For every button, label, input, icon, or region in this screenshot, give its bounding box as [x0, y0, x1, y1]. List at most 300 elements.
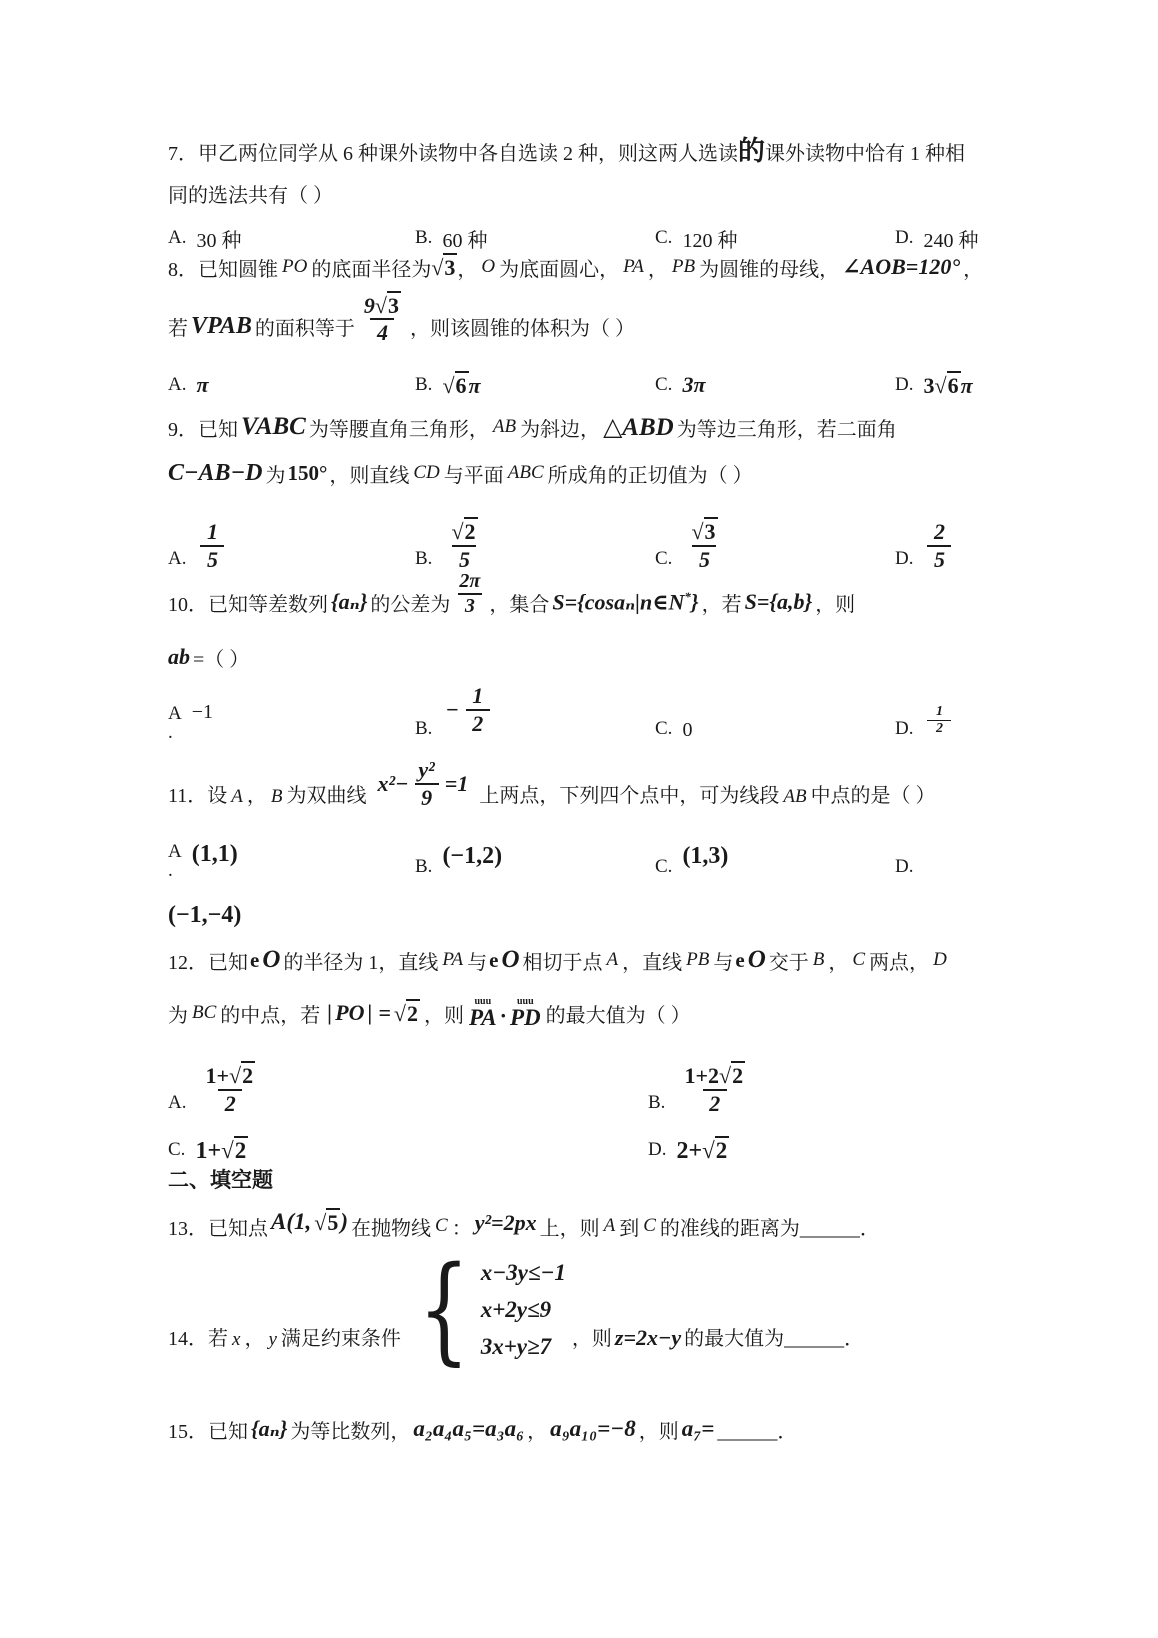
q10-sequence: {aₙ} [331, 589, 368, 614]
radical-sign: √ [431, 255, 444, 280]
fraction-numerator [359, 291, 406, 318]
fraction-denominator: 5 [200, 545, 224, 572]
q12-option-c [168, 1136, 648, 1165]
q8-frac-radical [375, 291, 401, 318]
q10-fraction [454, 570, 485, 618]
q8-option-b-value [442, 371, 480, 399]
q9-option-c-value [686, 517, 722, 572]
q11-option-a-label-dot: . [168, 860, 173, 881]
q8-text-6: 为圆锥的母线， [699, 258, 840, 281]
q13-text-5: 的准线的距离为______． [659, 1217, 880, 1240]
q10-option-d-value [927, 704, 951, 736]
q11-math-ab: AB [783, 786, 807, 807]
fraction-denominator: 2 [927, 720, 951, 736]
q12-text-6: 与 [713, 951, 734, 974]
circle-o: O [262, 946, 281, 973]
q10-option-c [655, 718, 895, 742]
radicand: 2 [234, 1137, 247, 1163]
question-13 [168, 1198, 1004, 1254]
q12-line2 [168, 984, 1004, 1042]
q8-option-c-label: C. [655, 374, 673, 395]
fraction-numerator: y² [418, 757, 435, 783]
q8-math-vpab: VPAB [191, 312, 252, 339]
q7-option-a-label: A. [168, 227, 187, 248]
q11-hyperbola-equation [374, 757, 471, 810]
q9-math-dihedral: C−AB−D [168, 459, 263, 486]
q9-option-c [655, 517, 895, 572]
q10-option-d-label: D. [895, 718, 914, 739]
q10-option-a-value: −1 [191, 701, 214, 723]
fraction-denominator: 5 [692, 545, 716, 572]
q8-math-pa: PA [623, 256, 644, 277]
q12-circle-o-1 [248, 946, 283, 974]
radical-sign: √ [451, 519, 464, 545]
q12-po-radical [394, 999, 420, 1027]
q11-option-b-value: (−1,2) [442, 843, 503, 869]
radicand: 2 [732, 1063, 744, 1089]
vector-arrow: uuu [474, 997, 492, 1006]
dot-operator: · [499, 1002, 507, 1028]
q10-line2-tail: =（ ） [193, 648, 250, 671]
q12-optd-radical [702, 1136, 729, 1164]
q14-text-1: 14．若 [168, 1328, 228, 1350]
q9-optc-radical [691, 517, 717, 544]
q12-text-4: 相切于点 [522, 951, 603, 974]
q11-option-a [168, 842, 415, 880]
q10-option-c-label: C. [655, 718, 673, 739]
q13-text-2: 在抛物线 [351, 1217, 431, 1240]
q13-text-4: 到 [619, 1217, 640, 1240]
fraction-numerator: 2 [933, 519, 945, 545]
q14-math-x: x [232, 1329, 241, 1350]
q9-option-b-value [446, 517, 482, 572]
q8-option-d [895, 371, 1004, 399]
q12-circle-o-2 [487, 946, 522, 974]
q13-parabola-eq: y²=2px [474, 1210, 537, 1235]
q10-option-a-label-dot: . [168, 722, 173, 743]
radical-sign: √ [442, 373, 455, 398]
fraction-denominator: 9 [415, 783, 439, 810]
q15-equation-3: a₇= [681, 1416, 715, 1441]
q8-optd-pre: 3 [923, 373, 935, 398]
q8-text-7: ， [963, 258, 984, 281]
q9-math-abc: ABC [507, 462, 544, 483]
question-12 [168, 936, 1004, 1172]
q12-text-11: 的中点，若 [220, 1004, 321, 1027]
radical-sign: √ [374, 292, 387, 318]
circle-o: O [747, 946, 766, 973]
q12-option-c-value [195, 1136, 248, 1165]
q9-text-3: 为斜边， [520, 418, 601, 441]
q12-text-8: ， [828, 951, 849, 974]
q14-constraint-2: x+2y≤9 [480, 1297, 552, 1322]
q9-math-150: 150° [287, 460, 328, 485]
q12-option-b-value [679, 1061, 750, 1116]
q11-text-1: 11．设 [168, 785, 228, 807]
q12-po-equals: = [378, 1000, 391, 1025]
q14-constraint-3: 3x+y≥7 [480, 1334, 552, 1359]
q14-constraint-system [407, 1241, 566, 1377]
q8-text-10: ，则该圆锥的体积为（ ） [409, 317, 635, 340]
q10-line1 [168, 568, 1004, 636]
q12-optc-radical [221, 1136, 248, 1164]
q12-opta-radical [229, 1061, 255, 1088]
q9-text-4: 为等边三角形，若二面角 [676, 418, 897, 441]
q15-sequence: {aₙ} [251, 1416, 288, 1441]
q12-math-pa: PA [442, 949, 464, 970]
q8-line2 [168, 290, 1004, 362]
q8-option-b [415, 371, 655, 399]
q11-math-b: B [270, 786, 283, 807]
q8-option-b-label: B. [415, 374, 433, 395]
q12-option-d-value [676, 1136, 729, 1165]
q9-text-1: 9．已知 [168, 418, 238, 441]
q10-text-3: ，集合 [489, 593, 550, 616]
circle-symbol: e [735, 948, 745, 972]
q11-option-d-label: D. [895, 856, 914, 877]
q11-option-b [415, 843, 655, 880]
q13-math-c: C [435, 1215, 448, 1236]
q8-optb-pi: π [468, 373, 481, 398]
q9-options [168, 496, 1004, 572]
q9-option-a-value [200, 519, 224, 572]
q9-text-6: ，则直线 [329, 464, 410, 487]
section-2-header [168, 1164, 1004, 1194]
q12-optc-pre: 1+ [195, 1137, 222, 1164]
q10-text-5: ，则 [815, 593, 856, 616]
fraction-numerator [686, 517, 722, 544]
q10-option-a-label-top: A [168, 703, 182, 724]
q11-eq-pre: x²− [377, 770, 409, 796]
question-10 [168, 568, 1004, 742]
question-7 [168, 130, 1004, 259]
question-8 [168, 244, 1004, 408]
radical-sign: √ [221, 1137, 234, 1163]
radical-sign: √ [702, 1137, 715, 1163]
q8-fraction [359, 291, 406, 346]
radicand: 5 [327, 1210, 339, 1235]
q8-text-5: ， [647, 258, 668, 281]
q9-text-8: 所成角的正切值为（ ） [547, 464, 753, 487]
q8-text-9: 的面积等于 [254, 317, 355, 340]
abs-bar: | [327, 1000, 333, 1025]
q9-option-c-label: C. [655, 548, 673, 569]
q12-opta-pre: 1+ [205, 1063, 230, 1089]
fraction-numerator: 1 [206, 519, 218, 545]
q10-option-a-label [168, 704, 182, 742]
q12-vector-pa [469, 998, 497, 1029]
q8-frac-num-pre: 9 [363, 292, 375, 318]
q12-optb-radical [719, 1061, 745, 1088]
fraction-denominator: 2 [703, 1089, 727, 1116]
q8-optd-radical [934, 371, 960, 399]
q14-text-3: 满足约束条件 [280, 1328, 401, 1350]
q12-math-a: A [606, 949, 619, 970]
q14-constraints [481, 1254, 566, 1365]
q8-option-a-value: π [196, 372, 209, 397]
q15-text-2: 为等比数列， [290, 1420, 411, 1443]
q7-line2: 同的选法共有（ ） [168, 185, 333, 207]
q9-math-abd: △ABD [603, 414, 674, 441]
q13-point-a [268, 1208, 351, 1236]
q12-circle-o-3 [733, 946, 768, 974]
q10-options [168, 678, 1004, 742]
q9-math-vabc: VABC [241, 413, 306, 440]
q10-option-b [415, 683, 655, 742]
q12-math-d: D [933, 949, 947, 970]
q11-text-3: 为双曲线 [286, 785, 367, 807]
q12-text-1: 12．已知 [168, 951, 248, 974]
circle-symbol: e [250, 948, 260, 972]
q10-option-b-value [442, 683, 493, 736]
fraction-denominator: 2 [466, 709, 490, 736]
radicand: 2 [406, 1001, 418, 1026]
q12-math-c: C [852, 949, 866, 970]
fraction-numerator [679, 1061, 750, 1088]
radical-sign: √ [934, 373, 947, 398]
q7-option-c-label: C. [655, 227, 673, 248]
q11-option-d [895, 856, 1004, 880]
q7-option-d-value: 240 种 [923, 229, 979, 252]
q12-line1 [168, 936, 1004, 984]
q8-text-1: 8．已知圆锥 [168, 258, 278, 281]
q12-text-13: 的最大值为（ ） [545, 1004, 691, 1027]
q14-text-4: ，则 [571, 1328, 612, 1350]
q11-option-c-value: (1,3) [682, 843, 729, 869]
q8-optd-pi: π [960, 373, 973, 398]
q9-option-a-label: A. [168, 548, 187, 569]
q10-set-s-pre: S={cosaₙ|n∈N [552, 589, 685, 615]
radicand: 6 [947, 373, 959, 398]
radicand: 3 [704, 519, 716, 545]
question-15 [168, 1404, 1004, 1454]
circle-o: O [501, 946, 520, 973]
q12-options-row1 [168, 1042, 1004, 1116]
q12-text-5: ，直线 [622, 951, 683, 974]
q8-option-d-label: D. [895, 374, 914, 395]
q12-option-c-label: C. [168, 1139, 186, 1160]
q8-option-c [655, 372, 895, 398]
q11-option-a-label-top: A [168, 841, 182, 862]
q15-equation-1: a₂a₄a₅=a₃a₆ [413, 1416, 525, 1441]
q8-option-d-value [923, 371, 972, 399]
q12-vector-pd [510, 998, 541, 1029]
q8-radical-3 [431, 253, 457, 281]
q12-text-12: ，则 [423, 1004, 464, 1027]
q10-set-s-star: * [684, 588, 691, 604]
q7-text-2: 课外读物中恰有 1 种相 [765, 143, 965, 165]
q12-option-a-label: A. [168, 1092, 187, 1113]
fraction-numerator: 2π [459, 570, 481, 592]
q11-eq-fraction [413, 757, 439, 810]
question-11 [168, 740, 1004, 937]
q12-vector-product [468, 998, 542, 1029]
q9-text-2: 为等腰直角三角形， [308, 418, 489, 441]
fraction-denominator: 2 [218, 1089, 242, 1116]
q12-math-pb: PB [686, 949, 710, 970]
q13-pt-post: ) [340, 1209, 348, 1234]
q9-text-5: 为 [265, 464, 286, 487]
radicand: 3 [444, 255, 456, 280]
system-brace: { [417, 1241, 470, 1377]
q12-po: PO [335, 1000, 365, 1025]
q12-text-10: 为 [168, 1004, 188, 1027]
q12-text-7: 交于 [768, 951, 809, 974]
q7-option-d-label: D. [895, 227, 914, 248]
fraction-numerator [200, 1061, 260, 1088]
q8-line1 [168, 244, 1004, 290]
q11-text-2: ， [246, 785, 267, 807]
q11-option-b-label: B. [415, 856, 433, 877]
q9-text-7: 与平面 [443, 464, 504, 487]
q10-text-2: 的公差为 [370, 593, 451, 616]
q7-text-1: 7．甲乙两位同学从 6 种课外读物中各自选读 2 种，则这两人选读 [168, 143, 738, 165]
radicand: 6 [455, 373, 467, 398]
fraction-denominator: 5 [927, 545, 951, 572]
q10-text-1: 10．已知等差数列 [168, 593, 328, 616]
q8-options [168, 362, 1004, 408]
q9-option-b [415, 517, 655, 572]
question-9 [168, 404, 1004, 572]
q10-option-b-label: B. [415, 718, 433, 739]
q9-option-b-label: B. [415, 548, 433, 569]
q11-option-d-value: (−1,−4) [168, 902, 242, 928]
question-14 [168, 1241, 1004, 1377]
q15-text-1: 15．已知 [168, 1420, 248, 1443]
q15-line [168, 1404, 1004, 1454]
q10-option-d [895, 704, 1004, 742]
q12-option-b-label: B. [648, 1092, 666, 1113]
q13-text-3: 上，则 [539, 1217, 600, 1240]
circle-symbol: e [489, 948, 499, 972]
q11-option-c [655, 843, 895, 880]
q8-text-3: ， [457, 258, 478, 281]
q11-line1 [168, 740, 1004, 810]
q10-math-ab: ab [168, 644, 190, 669]
q13-math-c2: C [643, 1215, 656, 1236]
q8-option-c-value: 3π [682, 372, 706, 397]
q8-math-angle-aob: ∠AOB=120° [842, 254, 961, 279]
q10-set-ab: S={a,b} [744, 589, 813, 614]
radical-sign: √ [718, 1063, 732, 1089]
q9-option-d-value [927, 519, 951, 572]
q12-text-2: 的半径为 1，直线 [283, 951, 439, 974]
fraction-denominator: 4 [370, 318, 394, 345]
q13-pt-pre: A(1, [271, 1209, 312, 1234]
q14-objective-eq: z=2x−y [614, 1325, 682, 1350]
q12-option-a [168, 1061, 648, 1116]
radical-sign: √ [229, 1063, 242, 1089]
q9-optb-radical [451, 517, 477, 544]
q8-math-o: O [481, 256, 496, 277]
q14-constraint-1: x−3y≤−1 [480, 1260, 566, 1285]
q8-optb-radical [442, 371, 468, 399]
q9-line1 [168, 404, 1004, 450]
q8-text-4: 为底面圆心， [499, 258, 620, 281]
q8-text-2: 的底面半径为 [311, 258, 432, 281]
q7-bold-de: 的 [738, 136, 765, 166]
q9-line2 [168, 450, 1004, 496]
q13-colon: ： [451, 1217, 472, 1240]
q11-text-4: 上两点，下列四个点中，可为线段 [479, 785, 780, 807]
q10-option-c-value: 0 [682, 719, 693, 741]
fraction-numerator [446, 517, 482, 544]
q10-optb-sign: − [445, 696, 459, 722]
q13-line [168, 1198, 1004, 1254]
radical-sign: √ [314, 1210, 327, 1235]
q10-optb-fraction [466, 683, 490, 736]
q8-option-a [168, 372, 415, 398]
q8-text-8: 若 [168, 317, 188, 340]
q12-option-a-value [200, 1061, 260, 1116]
q12-math-bc: BC [192, 1002, 217, 1023]
q11-text-5: 中点的是（ ） [810, 785, 936, 807]
vector-arrow: uuu [516, 997, 534, 1006]
q9-option-d-label: D. [895, 548, 914, 569]
q7-option-b-value: 60 种 [442, 229, 488, 252]
q14-line [168, 1241, 1004, 1377]
q9-math-ab: AB [492, 416, 517, 437]
radicand: 2 [715, 1137, 728, 1163]
q8-option-a-label: A. [168, 374, 187, 395]
radical-sign: √ [393, 1001, 406, 1026]
fraction-numerator: 1 [935, 704, 943, 720]
q11-option-d-value-line [168, 894, 1004, 937]
q8-math-po: PO [282, 256, 308, 277]
fraction-denominator: 3 [458, 593, 482, 618]
fraction-numerator: 1 [472, 683, 484, 709]
q12-po-equation [324, 999, 420, 1027]
q14-text-2: ， [244, 1328, 265, 1350]
radical-sign: √ [691, 519, 704, 545]
fraction-denominator: 5 [452, 545, 476, 572]
q12-option-b [648, 1061, 1004, 1116]
q13-pt-radical [314, 1208, 340, 1236]
radicand: 2 [464, 519, 476, 545]
q11-eq-post: =1 [444, 770, 469, 796]
q11-options [168, 822, 1004, 880]
q12-option-d [648, 1136, 1004, 1165]
q11-math-a: A [231, 786, 243, 807]
q10-line2 [168, 636, 1004, 678]
section-2-title: 二、填空题 [168, 1168, 273, 1192]
q8-math-pb: PB [671, 256, 696, 277]
q12-option-d-label: D. [648, 1139, 667, 1160]
q15-text-4: ，则 [638, 1420, 679, 1443]
q15-blank: ______． [717, 1420, 798, 1443]
q10-set-s-post: } [690, 589, 699, 615]
q9-option-d [895, 519, 1004, 572]
q12-text-3: 与 [467, 951, 488, 974]
q10-text-4: ，若 [701, 593, 742, 616]
abs-bar: | [367, 1000, 373, 1025]
q14-text-5: 的最大值为______． [684, 1328, 865, 1350]
q12-math-b: B [812, 949, 825, 970]
q12-vec-pa-base: PA [468, 1004, 497, 1030]
q11-option-a-value: (1,1) [191, 841, 238, 867]
q12-optb-pre: 1+2 [684, 1063, 719, 1089]
q9-math-cd: CD [413, 462, 440, 483]
q11-option-a-label [168, 842, 182, 880]
q13-math-a: A [603, 1215, 616, 1236]
radicand: 3 [387, 292, 399, 318]
q10-option-a [168, 701, 415, 742]
q7-option-a-value: 30 种 [196, 229, 242, 252]
q10-set-s [549, 589, 701, 615]
q15-text-3: ， [527, 1420, 548, 1443]
q11-option-c-label: C. [655, 856, 673, 877]
q7-line1 [168, 130, 1004, 175]
